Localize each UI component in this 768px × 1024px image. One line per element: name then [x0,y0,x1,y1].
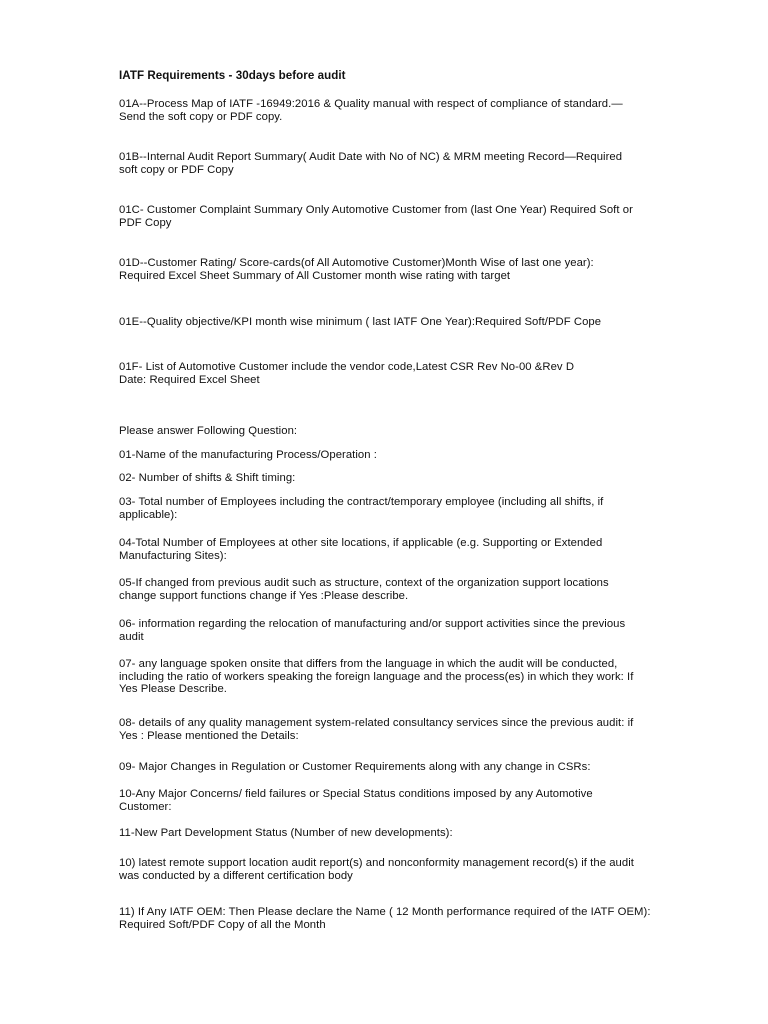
question-04: 04-Total Number of Employees at other site locations, if applicable (e.g. Supporting or Extended Manufacturing Sites): [119,537,603,562]
question-10: 10-Any Major Concerns/ field failures or Special Status conditions imposed by any Automotive Customer: [119,788,593,813]
question-08: 08- details of any quality management system-related consultancy services since the previous audit: if Yes : Please mentioned the Details: [119,717,634,742]
question-11: 11-New Part Development Status (Number of new developments): [119,827,453,839]
question-11-iatf-oem: 11) If Any IATF OEM: Then Please declare the Name ( 12 Month performance required of the IATF OEM): Required Soft/PDF Copy of all the Month [119,906,651,931]
document-title: IATF Requirements - 30days before audit [119,69,346,82]
question-01: 01-Name of the manufacturing Process/Operation : [119,449,377,461]
requirement-01d: 01D--Customer Rating/ Score-cards(of All Automotive Customer)Month Wise of last one year): Required Excel Sheet Summary of All Customer month wise rating with target [119,257,594,282]
requirement-01b: 01B--Internal Audit Report Summary( Audit Date with No of NC) & MRM meeting Record—Required soft copy or PDF Copy [119,151,623,176]
questions-intro: Please answer Following Question: [119,425,298,437]
question-06: 06- information regarding the relocation of manufacturing and/or support activities since the previous audit [119,618,626,643]
question-05: 05-If changed from previous audit such as structure, context of the organization support locations change support functions change if Yes :Please describe. [119,577,609,602]
requirement-01a: 01A--Process Map of IATF -16949:2016 & Quality manual with respect of compliance of standard.— Send the soft copy or PDF copy. [119,98,623,123]
requirement-01c: 01C- Customer Complaint Summary Only Automotive Customer from (last One Year) Required Soft or PDF Copy [119,204,633,229]
question-07: 07- any language spoken onsite that differs from the language in which the audit will be conducted, including the ratio of workers speaking the foreign language and the process(es) in which they work: If Yes Please Describe. [119,658,634,696]
question-03: 03- Total number of Employees including the contract/temporary employee (including all shifts, if applicable): [119,496,604,521]
requirement-01e: 01E--Quality objective/KPI month wise minimum ( last IATF One Year):Required Soft/PDF Cope [119,316,602,328]
question-10-remote-audit: 10) latest remote support location audit report(s) and nonconformity management record(s) if the audit was conducted by a different certification body [119,857,634,882]
question-09: 09- Major Changes in Regulation or Customer Requirements along with any change in CSRs: [119,761,591,773]
question-02: 02- Number of shifts & Shift timing: [119,472,296,484]
requirement-01f: 01F- List of Automotive Customer include the vendor code,Latest CSR Rev No-00 &Rev D Date: Required Excel Sheet [119,361,575,386]
